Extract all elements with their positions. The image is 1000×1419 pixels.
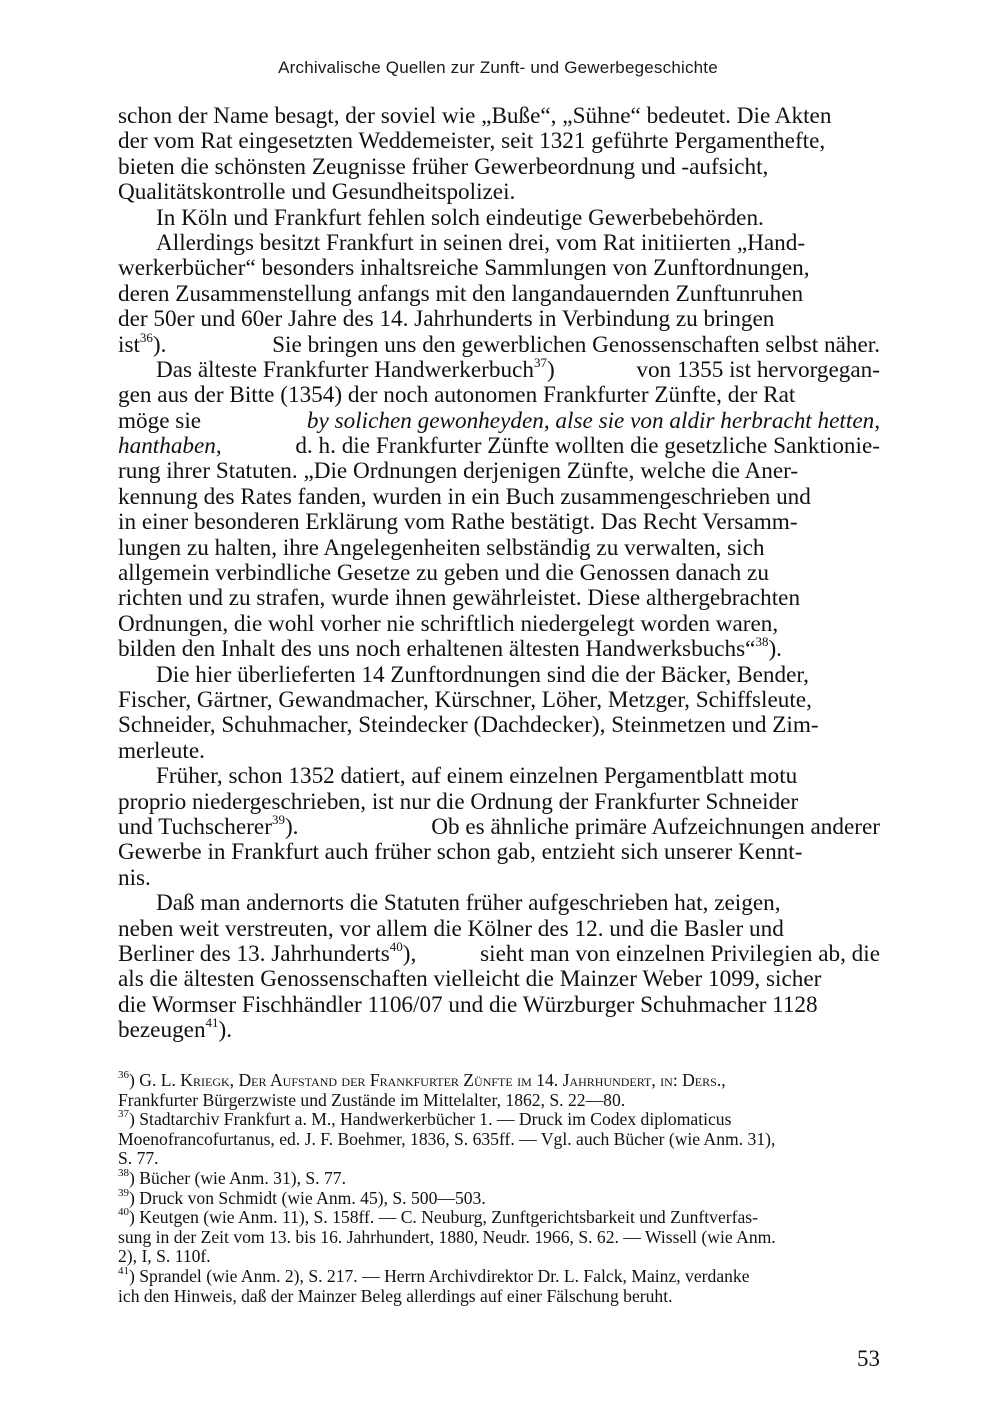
- footnote-number: 41: [118, 1265, 129, 1278]
- text-line: [118, 155, 880, 180]
- text-line: [118, 409, 880, 434]
- footnote-36: [118, 1071, 880, 1091]
- footnote-text: $^{41}$) Sprandel (wie Anm. 2), S. 217. — Herrn Archivdirektor Dr. L. Falck, Mainz, verdanke: [118, 1265, 750, 1286]
- footnote-line-text: Frankfurter Bürgerzwiste und Zustände im Mittelalter, 1862, S. 22—80.: [118, 1089, 626, 1110]
- footnote-37: [118, 1110, 880, 1130]
- text-line-content: merleute.: [118, 737, 205, 764]
- text-line-content: Ordnungen, die wohl vorher nie schriftlich niedergelegt worden waren,: [118, 610, 779, 637]
- text-line: [118, 510, 880, 535]
- body-text: [118, 104, 880, 1043]
- footnote-line-text: Moenofrancofurtanus, ed. J. F. Boehmer, 1836, S. 635ff. — Vgl. auch Bücher (wie Anm. 31),: [118, 1128, 776, 1149]
- text-line-content: ist$^{36}$).: [118, 329, 167, 358]
- footnote-number: 39: [118, 1186, 129, 1199]
- text-line-content: Das älteste Frankfurter Handwerkerbuch$^{37}$): [156, 355, 555, 383]
- text-line-content: lungen zu halten, ihre Angelegenheiten selbständig zu verwalten, sich: [118, 534, 765, 561]
- running-head: Archivalische Quellen zur Zunft- und Gewerbegeschichte: [278, 58, 718, 77]
- footnote-line-text: 2), I, S. 110f.: [118, 1246, 211, 1267]
- footnote-ref: 36: [139, 329, 153, 345]
- page-number: 53: [857, 1346, 880, 1371]
- italic-quote: by solichen gewonheyden, alse sie von aldir herbracht hetten,: [306, 407, 880, 434]
- footnote-line: Keutgen (wie Anm. 11), S. 158ff. — C. Neuburg, Zunftgerichtsbarkeit und Zunftverfas-: [139, 1207, 759, 1228]
- text-line-content: der 50er und 60er Jahre des 14. Jahrhunderts in Verbindung zu bringen: [118, 306, 775, 333]
- footnote-number: 40: [118, 1206, 129, 1219]
- text-fragment: von 1355 ist hervorgegan-: [636, 356, 880, 383]
- text-line-content: werkerbücher“ besonders inhaltsreiche Sammlungen von Zunftordnungen,: [118, 255, 810, 282]
- text-line: [118, 206, 880, 231]
- text-line: [118, 688, 880, 713]
- footnote-line: [118, 1228, 880, 1248]
- text-fragment: ist: [118, 331, 140, 358]
- text-line-content: deren Zusammenstellung anfangs mit den langandauernden Zunftunruhen: [118, 280, 804, 307]
- footnote-line-text: sung in der Zeit vom 13. bis 16. Jahrhundert, 1880, Neudr. 1966, S. 62. — Wissell (wie Anm.: [118, 1226, 776, 1247]
- text-line-content: der vom Rat eingesetzten Weddemeister, seit 1321 geführte Pergamenthefte,: [118, 128, 826, 155]
- text-line: [118, 485, 880, 510]
- text-line-content: Früher, schon 1352 datiert, auf einem einzelnen Pergamentblatt motu: [156, 763, 798, 790]
- text-line: [118, 866, 880, 891]
- text-line-content: gen aus der Bitte (1354) der noch autonomen Frankfurter Zünfte, der Rat: [118, 382, 796, 409]
- footnote-line: [118, 1287, 880, 1307]
- footnote-line-text: S. 77.: [118, 1148, 159, 1169]
- text-line: [118, 634, 880, 663]
- text-line-content: Berliner des 13. Jahrhunderts$^{40}$),: [118, 939, 417, 967]
- text-fragment: bezeugen: [118, 1017, 206, 1044]
- text-line: [118, 231, 880, 256]
- footnote-line: G. L. Kriegk, Der Aufstand der Frankfurter Zünfte im 14. Jahrhundert, in: Ders.,: [139, 1070, 726, 1090]
- text-line: [118, 329, 880, 358]
- text-line: [118, 586, 880, 611]
- text-fragment: Berliner des 13. Jahrhunderts: [118, 940, 390, 967]
- text-line: [118, 967, 880, 992]
- footnote-line: [118, 1247, 880, 1267]
- text-fragment: und Tuchscherer: [118, 813, 272, 840]
- text-line: [118, 739, 880, 764]
- text-line: [118, 812, 880, 840]
- footnote-line: Stadtarchiv Frankfurt a. M., Handwerkerbücher 1. — Druck im Codex diplomaticus: [139, 1109, 732, 1130]
- text-line: [118, 561, 880, 586]
- text-line-content: als die ältesten Genossenschaften vielleicht die Mainzer Weber 1099, sicher: [118, 966, 822, 993]
- footnote-text: $^{36}$) G. L. Kriegk, Der Aufstand der Frankfurter Zünfte im 14. Jahrhundert, in: Ders.,: [118, 1069, 726, 1090]
- footnote-text: $^{38}$) Bücher (wie Anm. 31), S. 77.: [118, 1167, 346, 1188]
- text-fragment: Ob es ähnliche primäre Aufzeichnungen anderer: [431, 813, 880, 840]
- footnote-line: Bücher (wie Anm. 31), S. 77.: [139, 1167, 346, 1188]
- text-line: [118, 939, 880, 967]
- footnote-text: $^{37}$) Stadtarchiv Frankfurt a. M., Handwerkerbücher 1. — Druck im Codex diplomaticus: [118, 1108, 732, 1130]
- footnote-41: [118, 1267, 880, 1287]
- footnote-39: [118, 1186, 880, 1209]
- text-line-content: Gewerbe in Frankfurt auch früher schon gab, entzieht sich unserer Kennt-: [118, 839, 803, 866]
- text-line: [118, 790, 880, 815]
- text-line: [118, 129, 880, 154]
- text-line: [118, 355, 880, 383]
- text-line: [118, 256, 880, 281]
- footnote-ref: 40: [389, 939, 403, 955]
- text-line: [118, 840, 880, 865]
- text-line-content: Schneider, Schuhmacher, Steindecker (Dachdecker), Steinmetzen und Zim-: [118, 712, 819, 739]
- text-line: [118, 891, 880, 916]
- footnote-line: [118, 1149, 880, 1169]
- text-line: [118, 459, 880, 484]
- text-line: [118, 536, 880, 561]
- text-line-content: in einer besonderen Erklärung vom Rathe bestätigt. Das Recht Versamm-: [118, 509, 798, 536]
- text-line: [118, 434, 880, 459]
- text-line: [118, 993, 880, 1018]
- footnote-number: 38: [118, 1167, 129, 1180]
- text-line-content: Fischer, Gärtner, Gewandmacher, Kürschner, Löher, Metzger, Schiffsleute,: [118, 686, 812, 713]
- text-line: [118, 307, 880, 332]
- text-line-content: In Köln und Frankfurt fehlen solch eindeutige Gewerbebehörden.: [156, 204, 764, 231]
- footnote-line: [118, 1130, 880, 1150]
- text-line: [118, 713, 880, 738]
- footnote-ref: 39: [271, 812, 285, 828]
- footnote-number: 37: [118, 1108, 129, 1121]
- footnote-line: Sprandel (wie Anm. 2), S. 217. — Herrn Archivdirektor Dr. L. Falck, Mainz, verdanke: [139, 1265, 750, 1286]
- footnote-number: 36: [118, 1069, 129, 1082]
- footnote-line: [118, 1091, 880, 1111]
- text-line-content: Allerdings besitzt Frankfurt in seinen drei, vom Rat initiierten „Hand-: [156, 229, 806, 256]
- text-line-content: die Wormser Fischhändler 1106/07 und die Würzburger Schuhmacher 1128: [118, 991, 818, 1018]
- text-line-content: bilden den Inhalt des uns noch erhaltenen ältesten Handwerksbuchs“$^{38}$).: [118, 634, 782, 663]
- text-line-content: bieten die schönsten Zeugnisse früher Gewerbeordnung und -aufsicht,: [118, 153, 769, 180]
- text-fragment: möge sie: [118, 407, 202, 434]
- text-line: [118, 383, 880, 408]
- text-line: [118, 180, 880, 205]
- footnote-text: $^{39}$) Druck von Schmidt (wie Anm. 45), S. 500—503.: [118, 1186, 486, 1208]
- text-line-content: bezeugen$^{41}$).: [118, 1015, 233, 1044]
- text-line: [118, 663, 880, 688]
- text-line-content: rung ihrer Statuten. „Die Ordnungen derjenigen Zünfte, welche die Aner-: [118, 458, 799, 485]
- text-line: [118, 104, 880, 129]
- footnote-line-text: ich den Hinweis, daß der Mainzer Beleg allerdings auf einer Fälschung beruht.: [118, 1285, 673, 1306]
- footnote-ref: 38: [755, 634, 769, 650]
- text-line-content: Qualitätskontrolle und Gesundheitspolizei.: [118, 179, 516, 206]
- text-fragment: d. h. die Frankfurter Zünfte wollten die gesetzliche Sanktionie-: [295, 433, 880, 460]
- footnote-text: $^{40}$) Keutgen (wie Anm. 11), S. 158ff. — C. Neuburg, Zunftgerichtsbarkeit und Zunftverfas-: [118, 1206, 759, 1228]
- text-line-content: schon der Name besagt, der soviel wie „Buße“, „Sühne“ bedeutet. Die Akten: [118, 103, 832, 129]
- text-line-content: richten und zu strafen, wurde ihnen gewährleistet. Diese althergebrachten: [118, 585, 801, 612]
- text-line-content: kennung des Rates fanden, wurden in ein Buch zusammengeschrieben und: [118, 483, 811, 510]
- footnote-line: Druck von Schmidt (wie Anm. 45), S. 500—503.: [139, 1187, 486, 1208]
- text-fragment: Das älteste Frankfurter Handwerkerbuch: [156, 356, 534, 383]
- text-fragment: sieht man von einzelnen Privilegien ab, die: [480, 940, 880, 967]
- text-line-content: nis.: [118, 864, 151, 891]
- text-fragment: bilden den Inhalt des uns noch erhaltenen ältesten Handwerksbuchs“: [118, 636, 756, 663]
- text-line: [118, 1015, 880, 1044]
- footnote-ref: 41: [205, 1015, 219, 1031]
- footnotes: [118, 1071, 880, 1306]
- text-line-content: und Tuchscherer$^{39}$).: [118, 812, 299, 840]
- text-line-content: neben weit verstreuten, vor allem die Kölner des 12. und die Basler und: [118, 915, 784, 942]
- text-line: [118, 282, 880, 307]
- text-line-content: Die hier überlieferten 14 Zunftordnungen sind die der Bäcker, Bender,: [156, 661, 809, 688]
- text-line-content: proprio niedergeschrieben, ist nur die Ordnung der Frankfurter Schneider: [118, 788, 799, 815]
- footnote-38: [118, 1169, 880, 1189]
- text-line: [118, 764, 880, 789]
- text-line: [118, 917, 880, 942]
- text-fragment: Sie bringen uns den gewerblichen Genossenschaften selbst näher.: [272, 331, 880, 358]
- text-line-content: allgemein verbindliche Gesetze zu geben und die Genossen danach zu: [118, 560, 769, 587]
- italic-quote: hanthaben,: [118, 433, 222, 460]
- footnote-ref: 37: [533, 355, 547, 371]
- footnote-40: [118, 1208, 880, 1228]
- text-line-content: Daß man andernorts die Statuten früher aufgeschrieben hat, zeigen,: [156, 890, 781, 917]
